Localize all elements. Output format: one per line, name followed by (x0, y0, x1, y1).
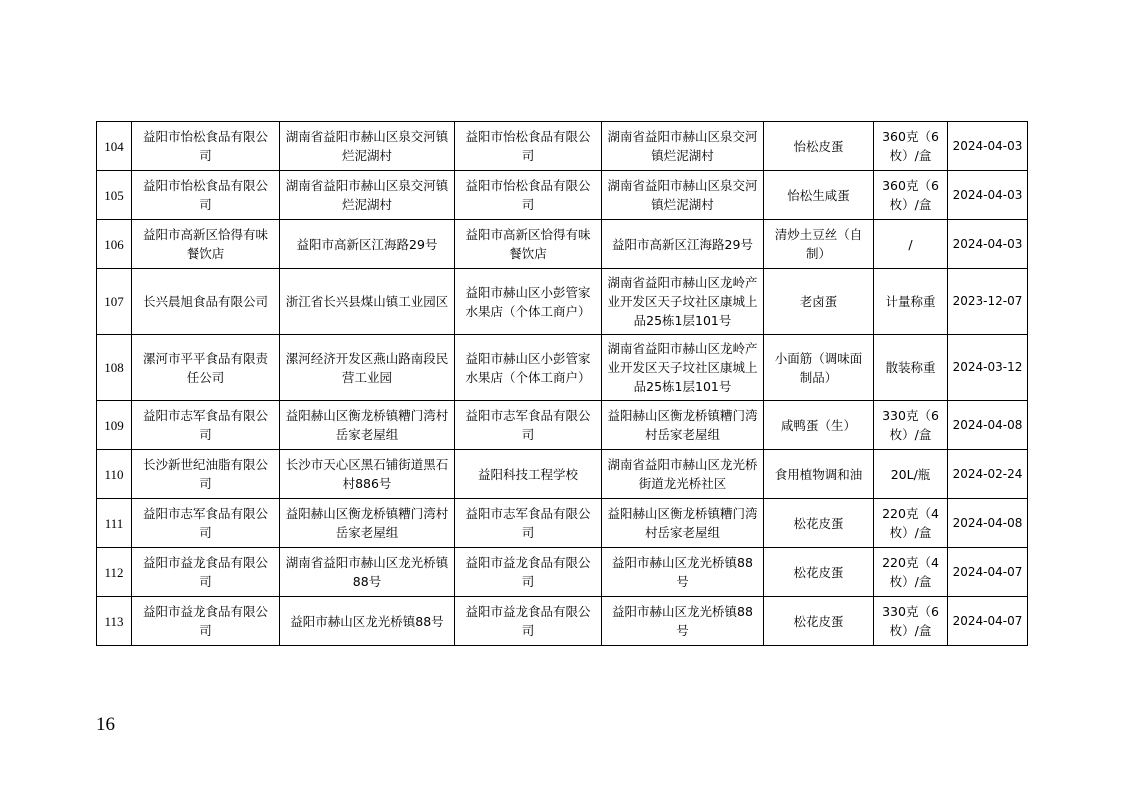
cell-production-date: 2024-02-24 (948, 450, 1028, 499)
cell-production-date: 2024-04-03 (948, 220, 1028, 269)
cell-producer-name: 益阳市怡松食品有限公司 (132, 122, 280, 171)
table-row (97, 499, 1028, 548)
table-row (97, 548, 1028, 597)
cell-sampled-unit: 益阳市怡松食品有限公司 (455, 122, 602, 171)
cell-specification: 360克（6枚）/盒 (874, 122, 948, 171)
cell-sampled-unit-address: 益阳赫山区衡龙桥镇糟门湾村岳家老屋组 (602, 499, 764, 548)
cell-sampled-unit-address: 益阳赫山区衡龙桥镇糟门湾村岳家老屋组 (602, 401, 764, 450)
cell-specification: / (874, 220, 948, 269)
table-row (97, 171, 1028, 220)
cell-sampled-unit: 益阳市怡松食品有限公司 (455, 171, 602, 220)
cell-producer-address: 漯河经济开发区燕山路南段民营工业园 (280, 335, 455, 401)
cell-sampled-unit: 益阳市赫山区小彭管家水果店（个体工商户） (455, 269, 602, 335)
cell-sequence-number: 104 (97, 122, 132, 171)
cell-sampled-unit: 益阳科技工程学校 (455, 450, 602, 499)
cell-production-date: 2024-04-07 (948, 597, 1028, 646)
cell-specification: 20L/瓶 (874, 450, 948, 499)
cell-sampled-unit: 益阳市益龙食品有限公司 (455, 548, 602, 597)
cell-producer-address: 益阳赫山区衡龙桥镇糟门湾村岳家老屋组 (280, 401, 455, 450)
cell-sampled-unit-address: 湖南省益阳市赫山区龙岭产业开发区天子坟社区康城上品25栋1层101号 (602, 335, 764, 401)
cell-production-date: 2024-04-03 (948, 122, 1028, 171)
table-row (97, 220, 1028, 269)
cell-product-name: 小面筋（调味面制品） (764, 335, 874, 401)
cell-specification: 220克（4枚）/盒 (874, 499, 948, 548)
cell-producer-address: 湖南省益阳市赫山区龙光桥镇88号 (280, 548, 455, 597)
cell-production-date: 2023-12-07 (948, 269, 1028, 335)
cell-sequence-number: 106 (97, 220, 132, 269)
cell-sampled-unit: 益阳市高新区恰得有味餐饮店 (455, 220, 602, 269)
cell-producer-name: 长沙新世纪油脂有限公司 (132, 450, 280, 499)
cell-sampled-unit-address: 益阳市高新区江海路29号 (602, 220, 764, 269)
table-row (97, 335, 1028, 401)
cell-specification: 330克（6枚）/盒 (874, 401, 948, 450)
cell-producer-address: 湖南省益阳市赫山区泉交河镇烂泥湖村 (280, 122, 455, 171)
cell-producer-name: 益阳市志军食品有限公司 (132, 499, 280, 548)
cell-product-name: 食用植物调和油 (764, 450, 874, 499)
cell-product-name: 松花皮蛋 (764, 548, 874, 597)
cell-producer-address: 湖南省益阳市赫山区泉交河镇烂泥湖村 (280, 171, 455, 220)
cell-sampled-unit: 益阳市志军食品有限公司 (455, 499, 602, 548)
cell-sequence-number: 107 (97, 269, 132, 335)
cell-product-name: 松花皮蛋 (764, 597, 874, 646)
sampling-results-table (96, 121, 1028, 646)
cell-producer-name: 益阳市高新区恰得有味餐饮店 (132, 220, 280, 269)
table-row (97, 269, 1028, 335)
cell-product-name: 松花皮蛋 (764, 499, 874, 548)
cell-producer-name: 长兴晨旭食品有限公司 (132, 269, 280, 335)
cell-producer-name: 漯河市平平食品有限责任公司 (132, 335, 280, 401)
cell-producer-name: 益阳市益龙食品有限公司 (132, 597, 280, 646)
cell-specification: 330克（6枚）/盒 (874, 597, 948, 646)
cell-sampled-unit-address: 湖南省益阳市赫山区龙光桥街道龙光桥社区 (602, 450, 764, 499)
table-row (97, 597, 1028, 646)
cell-sequence-number: 111 (97, 499, 132, 548)
cell-sampled-unit: 益阳市志军食品有限公司 (455, 401, 602, 450)
cell-product-name: 清炒土豆丝（自制） (764, 220, 874, 269)
cell-sequence-number: 113 (97, 597, 132, 646)
cell-producer-name: 益阳市怡松食品有限公司 (132, 171, 280, 220)
cell-sampled-unit-address: 益阳市赫山区龙光桥镇88号 (602, 597, 764, 646)
cell-producer-address: 益阳赫山区衡龙桥镇糟门湾村岳家老屋组 (280, 499, 455, 548)
cell-production-date: 2024-03-12 (948, 335, 1028, 401)
cell-specification: 220克（4枚）/盒 (874, 548, 948, 597)
cell-producer-address: 浙江省长兴县煤山镇工业园区 (280, 269, 455, 335)
cell-product-name: 老卤蛋 (764, 269, 874, 335)
cell-sequence-number: 105 (97, 171, 132, 220)
cell-product-name: 怡松生咸蛋 (764, 171, 874, 220)
cell-sequence-number: 108 (97, 335, 132, 401)
cell-producer-address: 益阳市高新区江海路29号 (280, 220, 455, 269)
cell-production-date: 2024-04-08 (948, 499, 1028, 548)
cell-specification: 散装称重 (874, 335, 948, 401)
cell-product-name: 怡松皮蛋 (764, 122, 874, 171)
cell-product-name: 咸鸭蛋（生） (764, 401, 874, 450)
cell-producer-name: 益阳市志军食品有限公司 (132, 401, 280, 450)
cell-sampled-unit-address: 益阳市赫山区龙光桥镇88号 (602, 548, 764, 597)
cell-specification: 计量称重 (874, 269, 948, 335)
table-body (97, 122, 1028, 646)
cell-specification: 360克（6枚）/盒 (874, 171, 948, 220)
table-row (97, 450, 1028, 499)
table-row (97, 122, 1028, 171)
cell-sampled-unit-address: 湖南省益阳市赫山区泉交河镇烂泥湖村 (602, 122, 764, 171)
cell-sequence-number: 110 (97, 450, 132, 499)
table-row (97, 401, 1028, 450)
cell-production-date: 2024-04-07 (948, 548, 1028, 597)
cell-producer-address: 长沙市天心区黑石铺街道黑石村886号 (280, 450, 455, 499)
cell-producer-name: 益阳市益龙食品有限公司 (132, 548, 280, 597)
cell-producer-address: 益阳市赫山区龙光桥镇88号 (280, 597, 455, 646)
cell-sequence-number: 112 (97, 548, 132, 597)
cell-sampled-unit-address: 湖南省益阳市赫山区泉交河镇烂泥湖村 (602, 171, 764, 220)
cell-production-date: 2024-04-03 (948, 171, 1028, 220)
cell-sequence-number: 109 (97, 401, 132, 450)
cell-sampled-unit: 益阳市益龙食品有限公司 (455, 597, 602, 646)
cell-sampled-unit: 益阳市赫山区小彭管家水果店（个体工商户） (455, 335, 602, 401)
cell-sampled-unit-address: 湖南省益阳市赫山区龙岭产业开发区天子坟社区康城上品25栋1层101号 (602, 269, 764, 335)
page-number: 16 (96, 714, 115, 735)
cell-production-date: 2024-04-08 (948, 401, 1028, 450)
